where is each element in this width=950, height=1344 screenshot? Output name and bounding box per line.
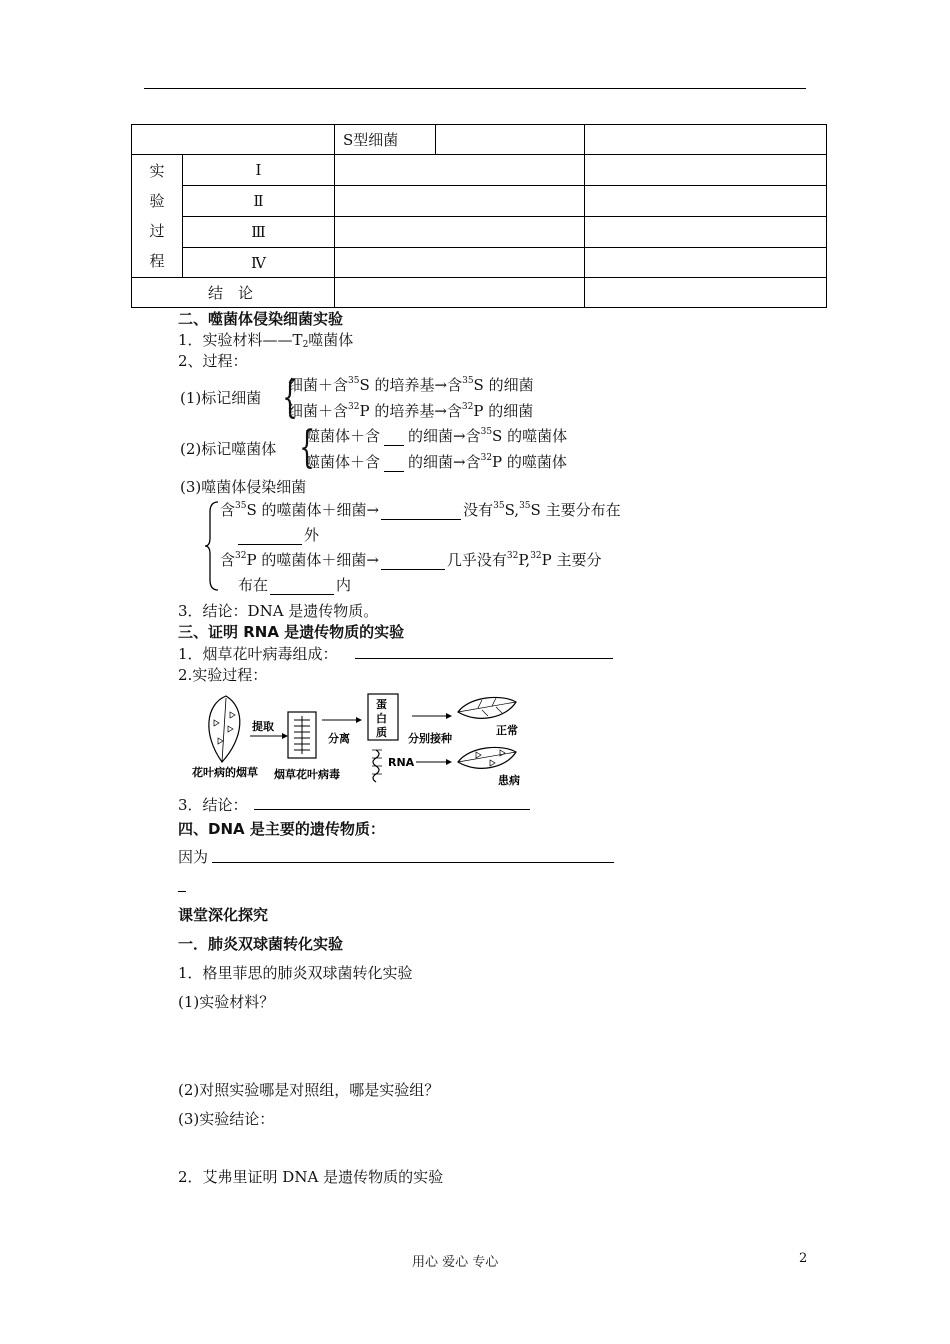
table-conclusion-label: 结 论 [208,284,254,302]
infect-line1: 含$^{35}$S 的噬菌体＋细菌→ 没有$^{35}$S,$^{35}$S 主要分布在 [220,501,621,519]
sick-leaf-icon [458,747,516,768]
label-mark-bacteria: (1)标记细菌 [180,389,262,407]
large-brace-icon [204,500,220,592]
sec3-item1: 1．烟草花叶病毒组成： [178,645,338,663]
fill-blank[interactable] [238,528,302,545]
deep-q1: 1．格里菲思的肺炎双球菌转化实验 [178,964,413,982]
deep-q1b: (2)对照实验哪是对照组，哪是实验组？ [178,1081,440,1099]
fill-blank[interactable] [381,553,445,570]
section4-title: 四、DNA 是主要的遗传物质： [178,820,385,838]
fill-blank[interactable] [381,503,461,520]
deep-title: 课堂深化探究 [178,906,269,924]
sec2-item2: 2、过程： [178,352,248,370]
diseased-leaf-icon [209,696,240,762]
infect-line2: 外 [238,524,319,545]
fill-blank[interactable] [384,455,404,472]
label-phage-infect: (3)噬菌体侵染细菌 [180,478,307,496]
diagram-label: 蛋 [376,698,387,711]
table-row-label: Ⅱ [253,192,264,210]
table-row-label: Ⅲ [251,223,266,241]
label-mark-phage: (2)标记噬菌体 [180,440,277,458]
diagram-label: RNA [388,756,415,769]
diagram-label: 正常 [496,724,518,737]
mark-phage-line2: 噬菌体＋含 的细菌→含$^{32}$P 的噬菌体 [305,453,567,471]
virus-tube-icon [288,712,316,758]
brace-icon: { [282,372,298,423]
mark-phage-line1: 噬菌体＋含 的细菌→含$^{35}$S 的噬菌体 [305,427,568,445]
diagram-label: 分离 [328,732,350,745]
healthy-leaf-icon [458,697,516,718]
sec2-item1: 1．实验材料$——T_2$噬菌体 [178,331,354,350]
footer-center: 用心 爱心 专心 [412,1255,499,1270]
diagram-label: 白 [376,712,387,725]
experiment-table [131,124,827,308]
mark-bacteria-line2: 细菌＋含$^{32}$P 的培养基→含$^{32}$P 的细菌 [288,402,534,420]
infect-line4: 布在 内 [238,576,352,594]
answer-line[interactable] [355,658,613,659]
table-row-label: Ⅰ [255,161,262,179]
sec2-item3: 3．结论：DNA 是遗传物质。 [178,602,379,620]
mark-bacteria-line1: 细菌＋含$^{35}$S 的培养基→含$^{35}$S 的细菌 [288,376,534,394]
section2-title: 二、噬菌体侵染细菌实验 [178,310,344,328]
diagram-label: 质 [376,726,387,739]
deep-q2: 2．艾弗里证明 DNA 是遗传物质的实验 [178,1168,444,1186]
sec3-item2: 2.实验过程： [178,666,268,684]
fill-blank[interactable] [384,429,404,446]
table-row-label: Ⅳ [251,253,266,272]
answer-line[interactable] [254,809,530,810]
deep-q1c: (3)实验结论： [178,1110,275,1128]
because-label: 因为 [178,848,209,866]
diagram-label: 分别接种 [408,732,452,745]
sec3-item3: 3．结论： [178,796,248,814]
table-side-label: 实 验 过 程 [132,155,183,278]
short-dash [178,891,186,892]
brace-icon: { [299,422,315,473]
fill-blank[interactable] [270,578,334,595]
diagram-label: 烟草花叶病毒 [274,768,340,781]
deep-q1a: (1)实验材料？ [178,993,275,1011]
section3-title: 三、证明 RNA 是遗传物质的实验 [178,623,405,641]
rna-coil-icon [372,750,382,782]
answer-line[interactable] [212,862,614,863]
diagram-label: 患病 [498,774,520,787]
diagram-label: 提取 [252,720,274,733]
header-rule [144,88,806,89]
diagram-label: 花叶病的烟草 [192,766,258,779]
page-number: 2 [799,1251,808,1266]
deep-subtitle: 一．肺炎双球菌转化实验 [178,935,344,953]
table-header-s-bacteria: S型细菌 [343,131,399,149]
tmv-experiment-diagram [190,690,530,790]
infect-line3: 含$^{32}$P 的噬菌体＋细菌→ 几乎没有$^{32}$P,$^{32}$P 主要分 [220,551,602,569]
